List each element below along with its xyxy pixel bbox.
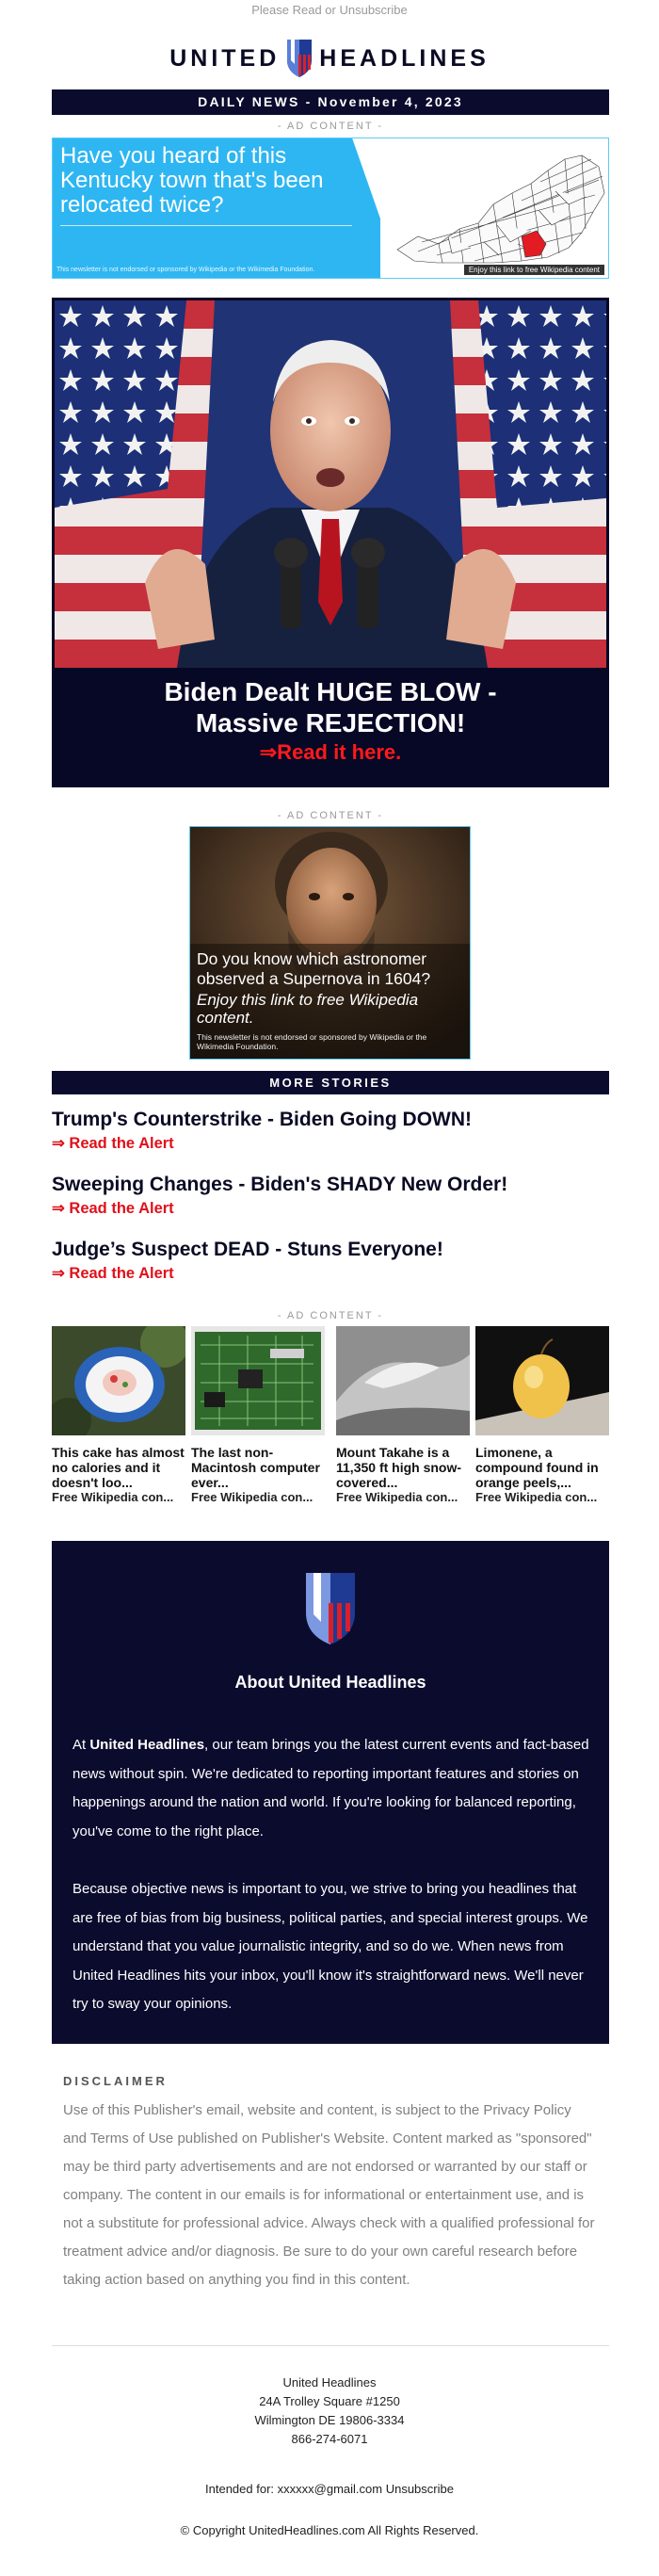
- hero-headline-line2: Massive REJECTION!: [195, 708, 466, 737]
- story-read-link[interactable]: ⇒ Read the Alert: [52, 1135, 174, 1152]
- hero-story[interactable]: [52, 298, 609, 787]
- about-p1-prefix: At: [72, 1737, 90, 1753]
- thumb-title: This cake has almost no calories and it doesn't loo...: [52, 1445, 185, 1490]
- thumb-source: Free Wikipedia con...: [336, 1490, 458, 1504]
- more-stories-bar: MORE STORIES: [52, 1071, 609, 1094]
- brand-word-left: UNITED: [169, 44, 281, 72]
- ad-label: - AD CONTENT -: [277, 810, 384, 821]
- ad-headline: Have you heard of this Kentucky town that's been relocated twice?: [60, 143, 324, 218]
- thumb-source: Free Wikipedia con...: [475, 1490, 598, 1504]
- ad-caption: Enjoy this link to free Wikipedia content: [464, 265, 604, 275]
- shield-logo-icon: [302, 1569, 359, 1648]
- ad-label: - AD CONTENT -: [277, 121, 384, 132]
- story-read-link[interactable]: ⇒ Read the Alert: [52, 1200, 174, 1217]
- story-title[interactable]: Sweeping Changes - Biden's SHADY New Order!: [52, 1174, 508, 1195]
- intended-label: Intended for:: [205, 2482, 275, 2496]
- story-item[interactable]: [52, 1108, 609, 1155]
- hero-read-more-link[interactable]: ⇒Read it here.: [259, 740, 402, 764]
- circuit-board-image: [191, 1326, 325, 1435]
- cake-image: [52, 1326, 185, 1435]
- footer-street: 24A Trolley Square #1250: [259, 2394, 400, 2408]
- orange-peel-image: [475, 1326, 609, 1435]
- thumb-source: Free Wikipedia con...: [52, 1490, 174, 1504]
- about-p1-bold: United Headlines: [89, 1737, 205, 1753]
- disclaimer-heading: DISCLAIMER: [63, 2074, 168, 2088]
- disclaimer-section: [52, 2072, 609, 2294]
- hero-headline-line1: Biden Dealt HUGE BLOW -: [164, 677, 497, 706]
- story-item[interactable]: [52, 1238, 609, 1285]
- astronomer-ad[interactable]: [189, 826, 471, 1060]
- about-p1-rest: , our team brings you the latest current events and fact-based news without spin. We're dedicated to reporting important features and stories on happenings around the nation and world. If you're looking for balanced reporting, you've come to the right place.: [72, 1737, 589, 1839]
- read-or-unsubscribe-link[interactable]: Please Read or Unsubscribe: [251, 3, 408, 17]
- disclaimer-text: Use of this Publisher's email, website and content, is subject to the Privacy Policy and Terms of Use published on Publisher's Website. Content marked as "sponsored" may be third party advertisements and are not endorsed or warranted by our staff or company. The content in our emails is for informational or entertainment use, and is not a substitute for professional advice. Always check with a qualified professional for treatment advice and/or diagnosis. Be sure to do your own careful research before taking action based on anything you find in this content.: [63, 2102, 595, 2288]
- intended-email: xxxxxx@gmail.com: [277, 2482, 383, 2496]
- thumbnail-ads: [52, 1326, 609, 1515]
- footer-intended: [0, 2480, 659, 2499]
- about-heading: About United Headlines: [234, 1673, 426, 1692]
- thumb-ad-limonene[interactable]: [475, 1326, 609, 1504]
- story-read-link[interactable]: ⇒ Read the Alert: [52, 1265, 174, 1282]
- thumb-ad-mountain[interactable]: [336, 1326, 470, 1504]
- ad-notice: This newsletter is not endorsed or sponsored by Wikipedia or the Wikimedia Foundation.: [197, 1032, 427, 1051]
- story-title[interactable]: Judge’s Suspect DEAD - Stuns Everyone!: [52, 1239, 443, 1260]
- story-title[interactable]: Trump's Counterstrike - Biden Going DOWN!: [52, 1109, 473, 1130]
- date-bar: DAILY NEWS - November 4, 2023: [52, 89, 609, 115]
- ad-fine-print: This newsletter is not endorsed or sponsored by Wikipedia or the Wikimedia Foundation.: [56, 267, 315, 273]
- brand-logo[interactable]: [0, 36, 659, 81]
- ad-question: Do you know which astronomer observed a Supernova in 1604?: [197, 949, 431, 988]
- unsubscribe-link[interactable]: Unsubscribe: [385, 2482, 454, 2496]
- footer-phone: 866-274-6071: [291, 2432, 368, 2446]
- about-section: [52, 1541, 609, 2044]
- kentucky-town-ad[interactable]: [52, 138, 609, 279]
- story-item[interactable]: [52, 1173, 609, 1220]
- thumb-source: Free Wikipedia con...: [191, 1490, 313, 1504]
- footer-address: [0, 2373, 659, 2449]
- ad-enjoy-text: Enjoy this link to free Wikipedia content.: [197, 991, 419, 1027]
- ad-label: - AD CONTENT -: [277, 1310, 384, 1321]
- hero-photo: [55, 300, 606, 668]
- footer-city: Wilmington DE 19806-3334: [254, 2413, 405, 2427]
- thumb-ad-computer[interactable]: [191, 1326, 325, 1504]
- thumb-title: Mount Takahe is a 11,350 ft high snow-covered...: [336, 1445, 462, 1490]
- shield-icon: [285, 38, 313, 79]
- divider: [52, 2345, 609, 2346]
- hero-headline[interactable]: [52, 676, 609, 738]
- mountain-image: [336, 1326, 470, 1435]
- thumb-title: Limonene, a compound found in orange peels,...: [475, 1445, 599, 1490]
- thumb-ad-cake[interactable]: [52, 1326, 185, 1504]
- brand-word-right: HEADLINES: [319, 44, 490, 72]
- about-paragraph-1: [72, 1731, 590, 1846]
- kentucky-map-image: [380, 138, 608, 278]
- footer-copyright: © Copyright UnitedHeadlines.com All Rights Reserved.: [180, 2523, 479, 2537]
- footer-company: United Headlines: [282, 2375, 377, 2390]
- thumb-title: The last non-Macintosh computer ever...: [191, 1445, 320, 1490]
- ad-divider: [60, 225, 352, 226]
- about-paragraph-2: Because objective news is important to you, we strive to bring you headlines that are free of bias from big business, political parties, and special interest groups. We understand that you value journalistic integrity, and so do we. When news from United Headlines hits your inbox, you'll know it's straightforward news. We'll never try to sway your opinions.: [72, 1881, 588, 2012]
